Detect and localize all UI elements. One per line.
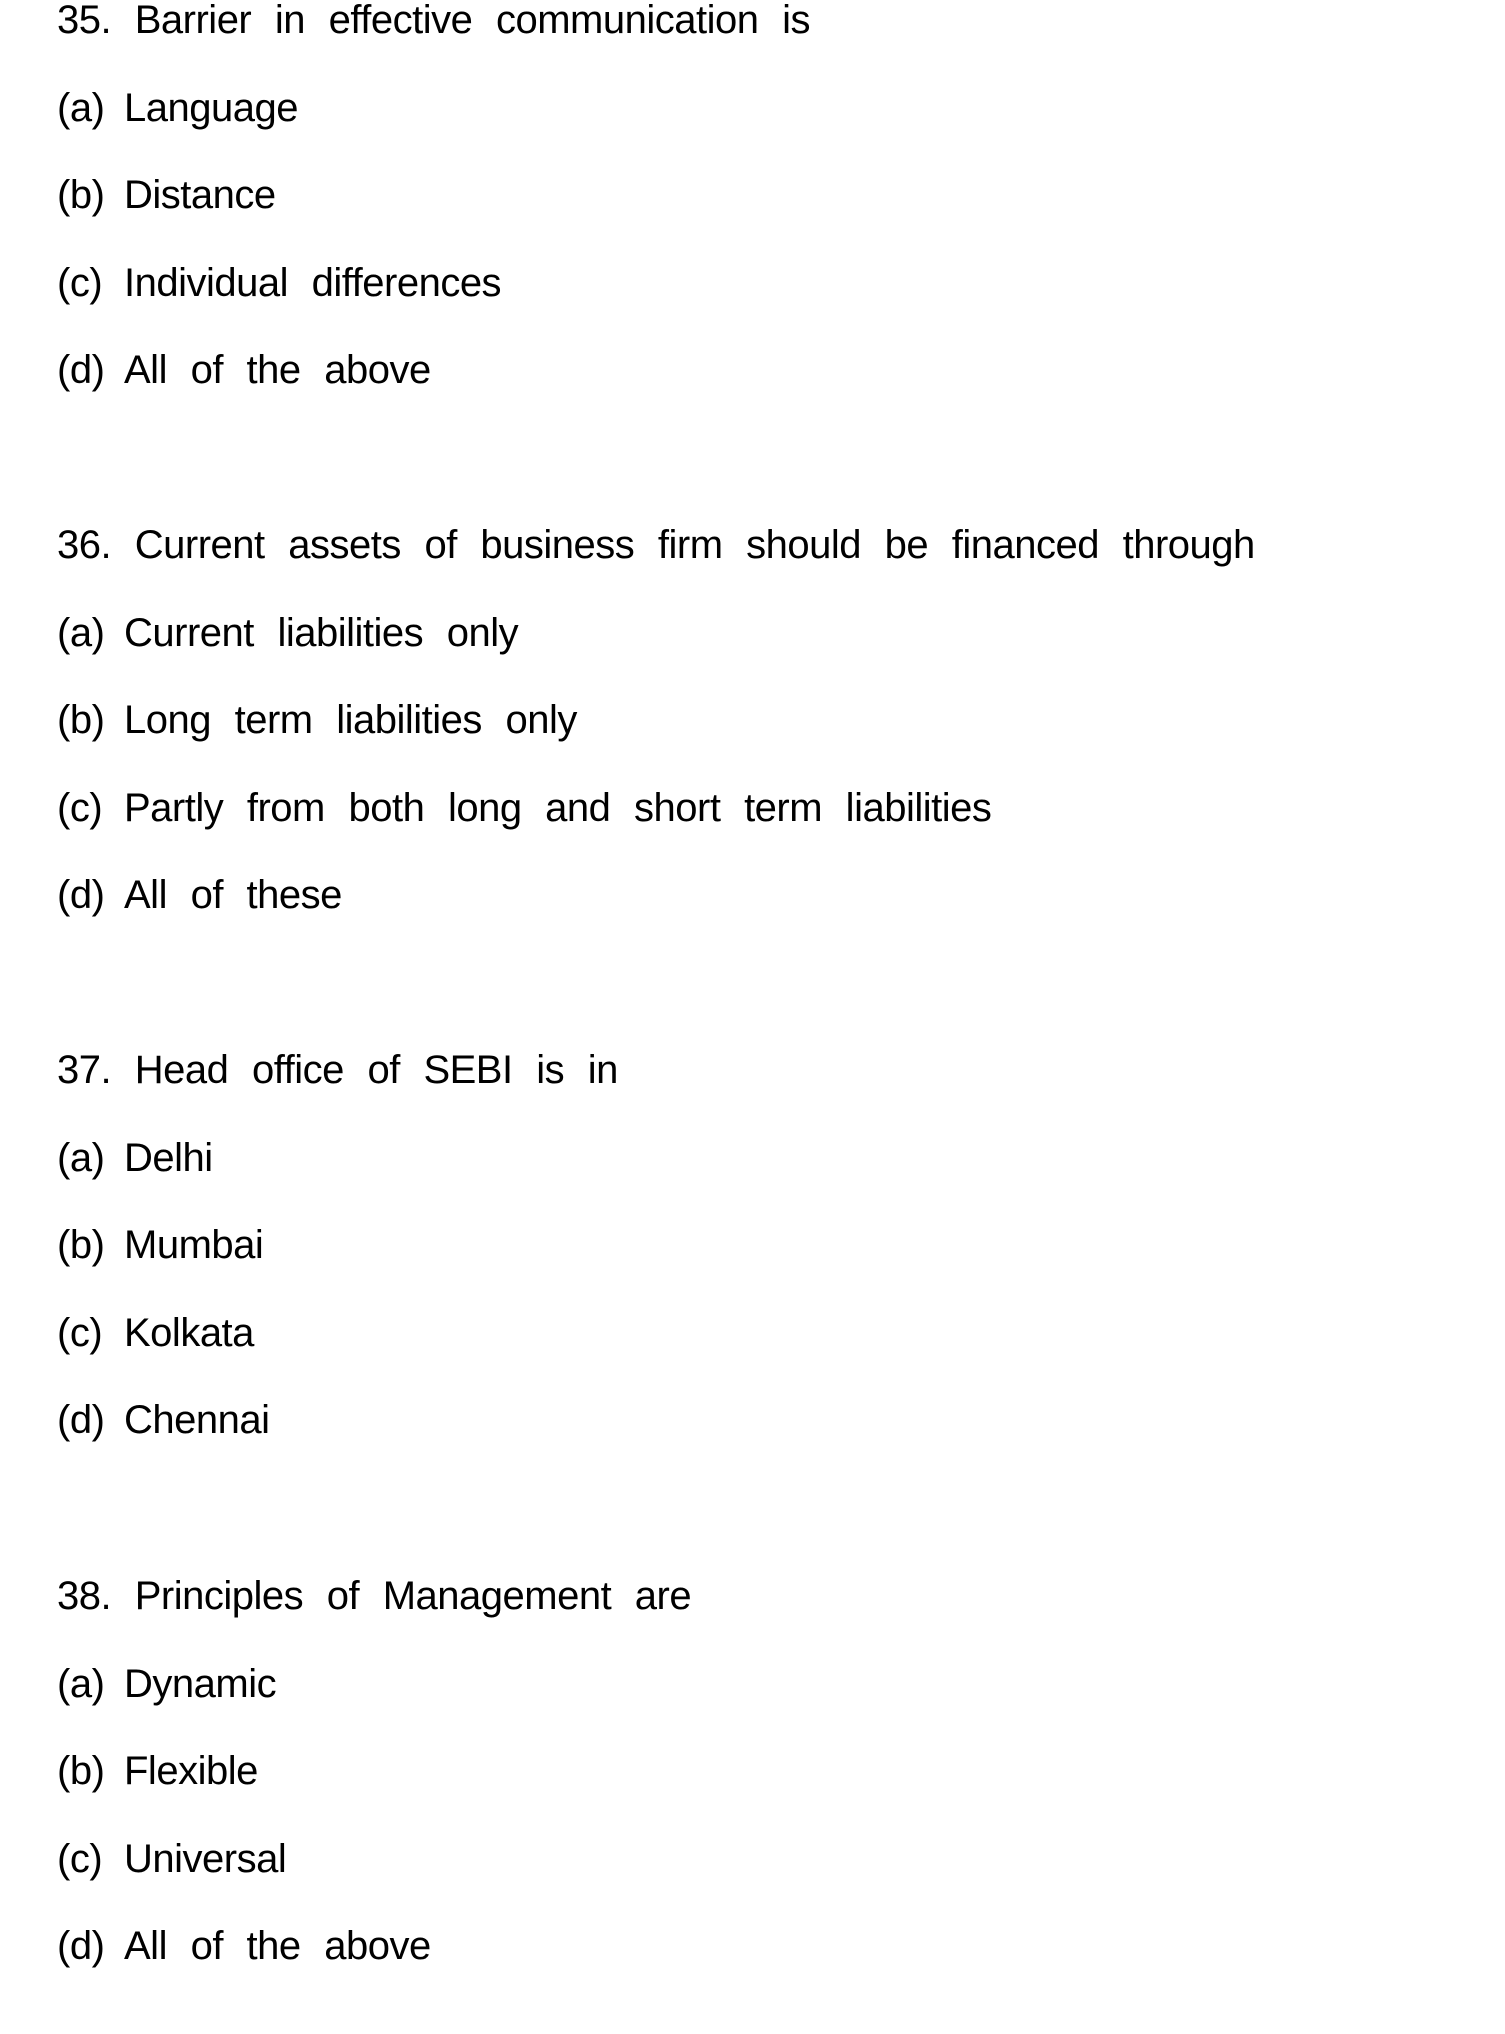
option-text: Mumbai — [124, 1223, 264, 1268]
option-a — [57, 1641, 1457, 1729]
option-text: Universal — [124, 1836, 287, 1881]
option-label: (b) — [57, 173, 105, 218]
question-stem — [57, 502, 1457, 590]
option-b — [57, 677, 1457, 765]
option-text: All of these — [124, 873, 342, 918]
option-c — [57, 240, 1457, 328]
question-37 — [57, 1027, 1457, 1465]
option-text: All of the above — [124, 348, 431, 393]
option-label: (c) — [57, 785, 103, 830]
option-label: (a) — [57, 1135, 105, 1180]
option-label: (d) — [57, 348, 105, 393]
option-a — [57, 1115, 1457, 1203]
option-text: Flexible — [124, 1749, 258, 1794]
question-38 — [57, 1553, 1457, 1991]
question-number: 38. — [57, 1574, 112, 1619]
option-text: Delhi — [124, 1135, 213, 1180]
option-label: (a) — [57, 85, 105, 130]
question-text: Head office of SEBI is in — [134, 1048, 618, 1093]
option-d — [57, 852, 1457, 940]
option-label: (a) — [57, 1661, 105, 1706]
option-d — [57, 1377, 1457, 1465]
option-d — [57, 327, 1457, 415]
option-text: Chennai — [124, 1398, 270, 1443]
question-36 — [57, 502, 1457, 940]
option-label: (b) — [57, 698, 105, 743]
option-label: (b) — [57, 1749, 105, 1794]
option-a — [57, 590, 1457, 678]
option-c — [57, 765, 1457, 853]
option-d — [57, 1903, 1457, 1991]
option-text: Dynamic — [124, 1661, 277, 1706]
option-text: Individual differences — [124, 260, 502, 305]
option-text: Current liabilities only — [124, 610, 519, 655]
question-stem — [57, 1027, 1457, 1115]
question-text: Principles of Management are — [134, 1574, 692, 1619]
question-number: 37. — [57, 1048, 112, 1093]
option-text: Language — [124, 85, 298, 130]
question-text: Current assets of business firm should be financed through — [134, 523, 1255, 568]
question-number: 36. — [57, 523, 112, 568]
option-text: Long term liabilities only — [124, 698, 577, 743]
question-text: Barrier in effective communication is — [134, 0, 810, 43]
option-label: (c) — [57, 1836, 103, 1881]
option-b — [57, 152, 1457, 240]
option-label: (c) — [57, 260, 103, 305]
option-a — [57, 65, 1457, 153]
option-label: (a) — [57, 610, 105, 655]
option-b — [57, 1202, 1457, 1290]
option-label: (b) — [57, 1223, 105, 1268]
option-text: All of the above — [124, 1924, 431, 1969]
option-b — [57, 1728, 1457, 1816]
option-label: (c) — [57, 1310, 103, 1355]
question-stem — [57, 1553, 1457, 1641]
option-label: (d) — [57, 873, 105, 918]
option-text: Kolkata — [124, 1310, 254, 1355]
question-number: 35. — [57, 0, 112, 43]
option-label: (d) — [57, 1398, 105, 1443]
option-c — [57, 1816, 1457, 1904]
option-text: Distance — [124, 173, 276, 218]
option-label: (d) — [57, 1924, 105, 1969]
question-stem — [57, 0, 1457, 65]
option-c — [57, 1290, 1457, 1378]
option-text: Partly from both long and short term liabilities — [124, 785, 992, 830]
question-35 — [57, 0, 1457, 415]
